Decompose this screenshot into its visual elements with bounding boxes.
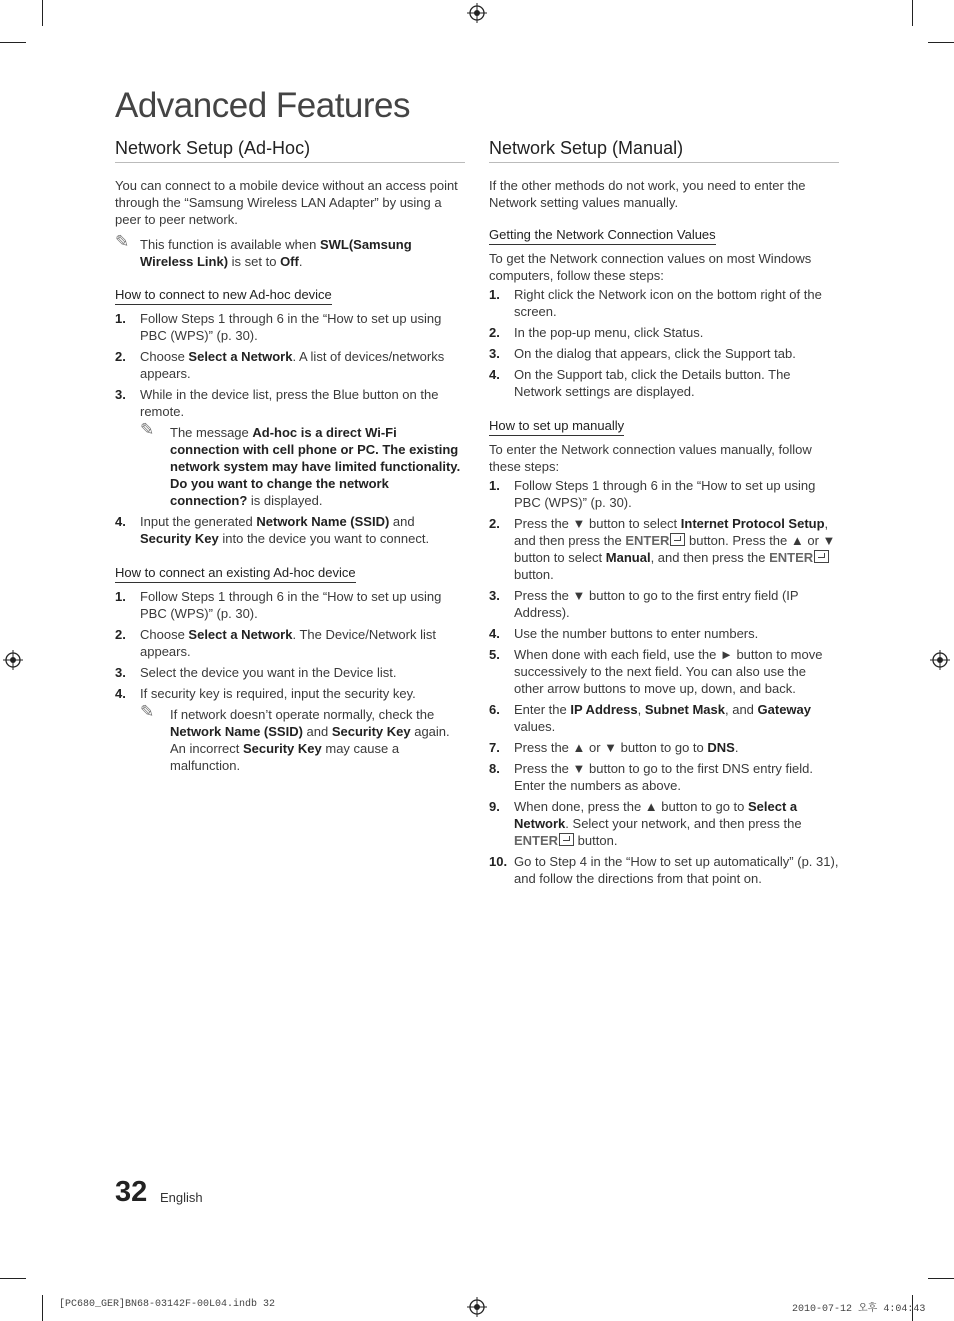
list-item: 7. Press the ▲ or ▼ button to go to DNS.: [489, 740, 739, 755]
list-item: 2. Press the ▼ button to select Internet Protocol Setup, and then press the ENTER button. Press the ▲ or ▼ button to select Manual, and then press the ENTER button.: [489, 516, 836, 582]
crop-mark: [42, 1295, 43, 1321]
setup-intro: To enter the Network connection values manually, follow these steps:: [489, 442, 812, 474]
step-note: ✎ If network doesn’t operate normally, check the Network Name (SSID) and Security Key again. An incorrect Security Key may cause a malfunction.: [140, 702, 450, 773]
enter-icon: [814, 550, 829, 563]
crop-mark: [912, 0, 913, 26]
section-title-manual: Network Setup (Manual): [489, 138, 839, 163]
list-item: 4. On the Support tab, click the Details button. The Network settings are displayed.: [489, 367, 791, 399]
enter-icon: [670, 533, 685, 546]
steps-existing-adhoc: [115, 588, 465, 774]
crop-mark: [0, 1278, 26, 1279]
crop-mark: [42, 0, 43, 26]
subheading-getting-values: Getting the Network Connection Values: [489, 227, 716, 245]
list-item: 6. Enter the IP Address, Subnet Mask, and Gateway values.: [489, 702, 812, 734]
print-slug-date: 2010-07-12 오후 4:04:43: [792, 1304, 926, 1315]
list-item: 4. Use the number buttons to enter numbers.: [489, 626, 759, 641]
note-pencil-icon: ✎: [140, 420, 155, 439]
subheading-setup-manually: How to set up manually: [489, 418, 624, 436]
steps-getting-values: [489, 286, 839, 400]
left-column: [115, 138, 465, 788]
note-pencil-icon: ✎: [115, 232, 130, 251]
enter-icon: [559, 833, 574, 846]
crop-mark: [928, 42, 954, 43]
crop-mark: [928, 1278, 954, 1279]
list-item: 1. Follow Steps 1 through 6 in the “How to set up using PBC (WPS)” (p. 30).: [115, 311, 442, 343]
adhoc-intro: You can connect to a mobile device without an access point through the “Samsung Wireless LAN Adapter” by using a peer to peer network.: [115, 178, 458, 227]
page-number: 32: [115, 1176, 148, 1208]
chapter-title: Advanced Features: [115, 86, 411, 125]
registration-mark-icon: [467, 1297, 487, 1317]
list-item: 1. Right click the Network icon on the bottom right of the screen.: [489, 287, 822, 319]
manual-intro: If the other methods do not work, you need to enter the Network setting values manually.: [489, 178, 806, 210]
section-title-adhoc: Network Setup (Ad-Hoc): [115, 138, 465, 163]
list-item: 3. On the dialog that appears, click the Support tab.: [489, 346, 796, 361]
subheading-existing-adhoc: How to connect an existing Ad-hoc device: [115, 565, 356, 583]
list-item: 4. Input the generated Network Name (SSID) and Security Key into the device you want to connect.: [115, 514, 430, 546]
steps-new-adhoc: [115, 310, 465, 547]
step-note: ✎ The message Ad-hoc is a direct Wi-Fi connection with cell phone or PC. The existing network system may have limited functionality. Do you want to change the network connection? is displayed.: [140, 420, 461, 508]
getting-intro: To get the Network connection values on most Windows computers, follow these steps:: [489, 251, 812, 283]
subheading-new-adhoc: How to connect to new Ad-hoc device: [115, 287, 332, 305]
list-item: 2. Choose Select a Network. The Device/Network list appears.: [115, 627, 436, 659]
registration-mark-icon: [930, 650, 950, 670]
list-item: 4. If security key is required, input the security key. ✎ If network doesn’t operate normally, check the Network Name (SSID) and Security Key again. An incorrect Security Key may cause a malfunction.: [115, 685, 465, 774]
steps-setup-manually: [489, 477, 839, 887]
list-item: 1. Follow Steps 1 through 6 in the “How to set up using PBC (WPS)” (p. 30).: [115, 589, 442, 621]
list-item: 3. While in the device list, press the Blue button on the remote. ✎ The message Ad-hoc is a direct Wi-Fi connection with cell phone or PC. The existing network system may have limited functionality. Do you want to change the network connection? is displayed.: [115, 386, 465, 509]
list-item: 2. Choose Select a Network. A list of devices/networks appears.: [115, 349, 445, 381]
list-item: 10. Go to Step 4 in the “How to set up automatically” (p. 31), and follow the directions from that point on.: [489, 854, 839, 886]
list-item: 3. Select the device you want in the Device list.: [115, 665, 397, 680]
list-item: 1. Follow Steps 1 through 6 in the “How to set up using PBC (WPS)” (p. 30).: [489, 478, 816, 510]
registration-mark-icon: [3, 650, 23, 670]
list-item: 2. In the pop-up menu, click Status.: [489, 325, 704, 340]
enter-button-label: ENTER: [625, 533, 670, 548]
note-pencil-icon: ✎: [140, 702, 155, 721]
crop-mark: [0, 42, 26, 43]
list-item: 8. Press the ▼ button to go to the first DNS entry field. Enter the numbers as above.: [489, 761, 814, 793]
registration-mark-icon: [467, 3, 487, 23]
enter-button-label: ENTER: [514, 833, 559, 848]
adhoc-note: ✎ This function is available when SWL(Samsung Wireless Link) is set to Off.: [115, 232, 412, 269]
right-column: [489, 138, 839, 901]
list-item: 9. When done, press the ▲ button to go to Select a Network. Select your network, and then press the ENTER button.: [489, 799, 802, 848]
list-item: 3. Press the ▼ button to go to the first entry field (IP Address).: [489, 588, 799, 620]
enter-button-label: ENTER: [769, 550, 814, 565]
page-language: English: [160, 1190, 203, 1205]
list-item: 5. When done with each field, use the ► button to move successively to the next field. You can also use the other arrow buttons to move up, down, and back.: [489, 647, 823, 696]
print-slug-file: [PC680_GER]BN68-03142F-00L04.indb 32: [59, 1299, 276, 1310]
